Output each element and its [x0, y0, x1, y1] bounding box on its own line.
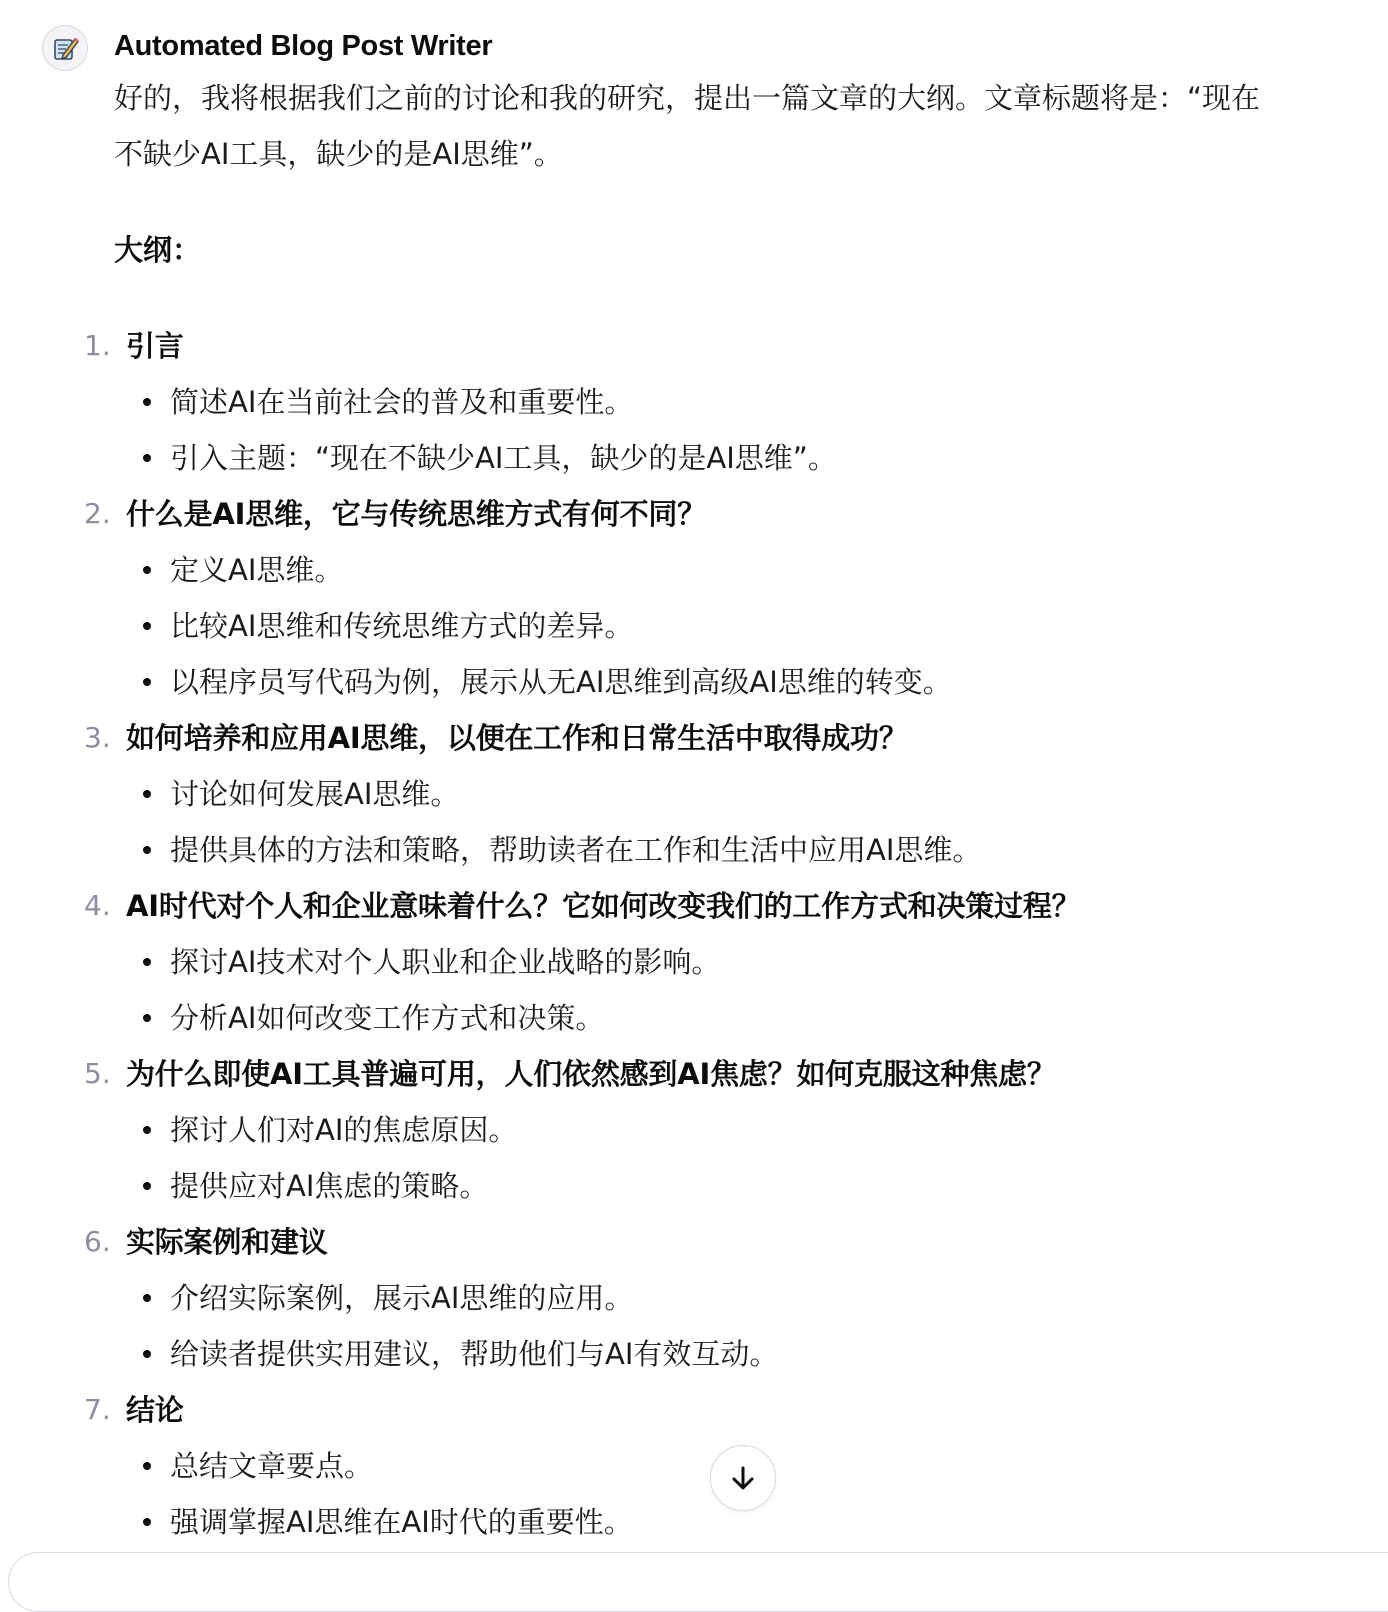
section-title: 引言	[126, 329, 184, 363]
bullet-dot-icon	[143, 790, 151, 798]
bullet-text: 给读者提供实用建议，帮助他们与AI有效互动。	[170, 1337, 779, 1371]
bullet-dot-icon	[143, 398, 151, 406]
message-composer[interactable]	[8, 1552, 1388, 1612]
bullet-dot-icon	[143, 1014, 151, 1022]
section-title: 为什么即使AI工具普遍可用，人们依然感到AI焦虑？如何克服这种焦虑？	[126, 1057, 1056, 1091]
section-number: 1.	[84, 329, 111, 362]
bullet-dot-icon	[143, 566, 151, 574]
outline-section-header	[0, 486, 1388, 542]
outline-section	[0, 1382, 1388, 1550]
bullet-dot-icon	[143, 678, 151, 686]
section-number: 6.	[84, 1225, 111, 1258]
outline-section-header	[0, 318, 1388, 374]
arrow-down-icon	[728, 1463, 758, 1493]
section-title: 什么是AI思维，它与传统思维方式有何不同？	[126, 497, 707, 531]
list-item	[0, 654, 1388, 710]
section-bullet-list	[0, 1438, 1388, 1550]
list-item	[0, 1494, 1388, 1550]
bullet-dot-icon	[143, 958, 151, 966]
section-bullet-list	[0, 766, 1388, 878]
list-item	[0, 1326, 1388, 1382]
pencil-paper-icon	[48, 31, 82, 65]
outline-section-header	[0, 878, 1388, 934]
bullet-dot-icon	[143, 1462, 151, 1470]
list-item	[0, 990, 1388, 1046]
outline-section	[0, 710, 1388, 878]
bullet-dot-icon	[143, 1294, 151, 1302]
outline-section	[0, 486, 1388, 710]
outline-section	[0, 1214, 1388, 1382]
outline-section-header	[0, 1382, 1388, 1438]
list-item	[0, 766, 1388, 822]
intro-paragraph: 好的，我将根据我们之前的讨论和我的研究，提出一篇文章的大纲。文章标题将是：“现在不缺少AI工具，缺少的是AI思维”。	[114, 81, 1261, 171]
section-title: AI时代对个人和企业意味着什么？它如何改变我们的工作方式和决策过程？	[126, 889, 1081, 923]
section-title: 如何培养和应用AI思维，以便在工作和日常生活中取得成功？	[126, 721, 908, 755]
list-item	[0, 1438, 1388, 1494]
bullet-dot-icon	[143, 1182, 151, 1190]
outline-section-header	[0, 710, 1388, 766]
outline-section	[0, 1046, 1388, 1214]
gpt-avatar	[42, 25, 88, 71]
outline-label: 大纲：	[114, 233, 202, 267]
bullet-text: 以程序员写代码为例，展示从无AI思维到高级AI思维的转变。	[170, 665, 952, 699]
bullet-text: 提供应对AI焦虑的策略。	[170, 1169, 489, 1203]
section-bullet-list	[0, 934, 1388, 1046]
section-number: 2.	[84, 497, 111, 530]
bullet-dot-icon	[143, 846, 151, 854]
scroll-to-bottom-button[interactable]	[710, 1445, 776, 1511]
bullet-dot-icon	[143, 1518, 151, 1526]
outline-section	[0, 878, 1388, 1046]
list-item	[0, 430, 1388, 486]
bullet-dot-icon	[143, 1350, 151, 1358]
section-bullet-list	[0, 1270, 1388, 1382]
list-item	[0, 934, 1388, 990]
bullet-text: 提供具体的方法和策略，帮助读者在工作和生活中应用AI思维。	[170, 833, 982, 867]
outline-section-header	[0, 1214, 1388, 1270]
bullet-dot-icon	[143, 622, 151, 630]
bullet-text: 探讨AI技术对个人职业和企业战略的影响。	[170, 945, 721, 979]
bullet-text: 探讨人们对AI的焦虑原因。	[170, 1113, 518, 1147]
section-number: 5.	[84, 1057, 111, 1090]
outline-section	[0, 318, 1388, 486]
list-item	[0, 1158, 1388, 1214]
bullet-text: 分析AI如何改变工作方式和决策。	[170, 1001, 605, 1035]
section-title: 结论	[126, 1393, 184, 1427]
list-item	[0, 374, 1388, 430]
assistant-name: Automated Blog Post Writer	[114, 30, 493, 62]
list-item	[0, 542, 1388, 598]
list-item	[0, 1270, 1388, 1326]
outline-section-header	[0, 1046, 1388, 1102]
list-item	[0, 598, 1388, 654]
outline-list	[0, 318, 1388, 1550]
section-number: 7.	[84, 1393, 111, 1426]
list-item	[0, 822, 1388, 878]
bullet-text: 定义AI思维。	[170, 553, 344, 587]
section-number: 4.	[84, 889, 111, 922]
bullet-text: 比较AI思维和传统思维方式的差异。	[170, 609, 634, 643]
bullet-dot-icon	[143, 1126, 151, 1134]
bullet-text: 总结文章要点。	[170, 1449, 374, 1483]
bullet-text: 介绍实际案例，展示AI思维的应用。	[170, 1281, 634, 1315]
bullet-text: 强调掌握AI思维在AI时代的重要性。	[170, 1505, 633, 1539]
bullet-text: 简述AI在当前社会的普及和重要性。	[170, 385, 634, 419]
section-number: 3.	[84, 721, 111, 754]
section-title: 实际案例和建议	[126, 1225, 328, 1259]
section-bullet-list	[0, 542, 1388, 710]
section-bullet-list	[0, 1102, 1388, 1214]
bullet-text: 引入主题：“现在不缺少AI工具，缺少的是AI思维”。	[170, 441, 837, 475]
bullet-dot-icon	[143, 454, 151, 462]
list-item	[0, 1102, 1388, 1158]
section-bullet-list	[0, 374, 1388, 486]
bullet-text: 讨论如何发展AI思维。	[170, 777, 460, 811]
